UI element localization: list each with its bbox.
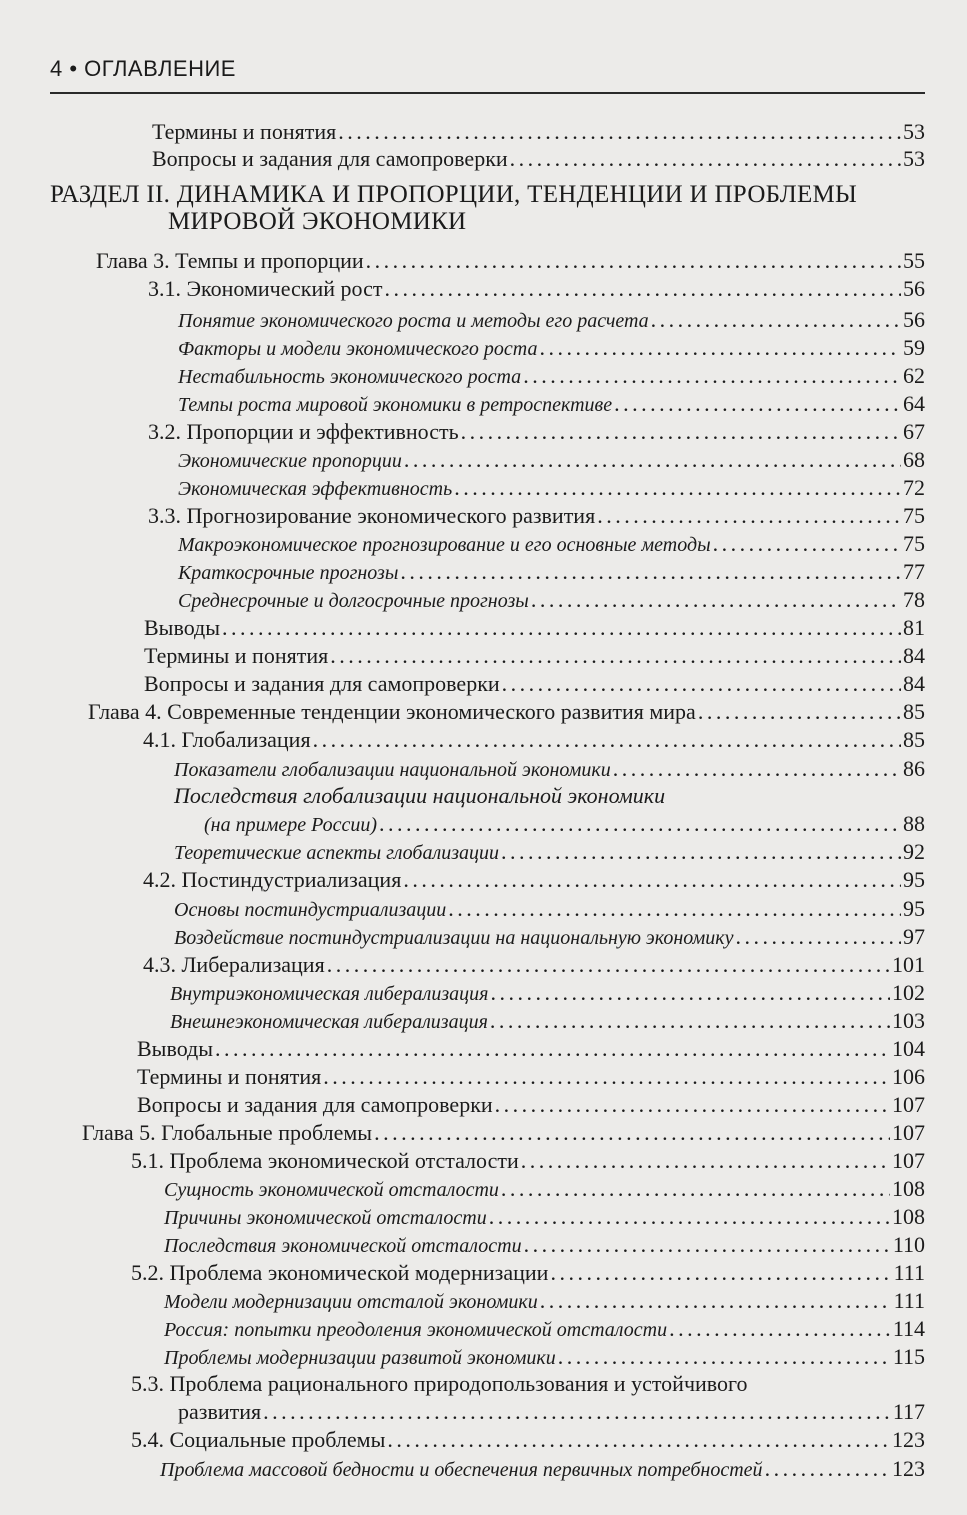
toc-entry[interactable] <box>137 1091 925 1119</box>
toc-entry-text: 4.3. Либерализация <box>143 952 325 977</box>
leader-dots <box>501 1175 890 1203</box>
toc-topic-line-1[interactable]: Последствия глобализации национальной экономики <box>174 783 666 808</box>
leader-dots <box>215 1035 890 1063</box>
toc-topic[interactable] <box>164 1287 925 1316</box>
toc-entry[interactable] <box>152 145 925 173</box>
toc-entry-page: 117 <box>892 1399 925 1424</box>
leader-dots <box>614 390 901 418</box>
toc-subsection[interactable] <box>178 1398 925 1426</box>
leader-dots <box>558 1343 891 1371</box>
toc-topic[interactable] <box>174 895 925 924</box>
toc-entry-page: 111 <box>893 1260 925 1285</box>
toc-entry-page: 75 <box>903 503 925 528</box>
leader-dots <box>313 726 901 754</box>
toc-entry-text: Вопросы и задания для самопроверки <box>137 1092 493 1117</box>
leader-dots <box>338 118 901 146</box>
toc-entry-page: 107 <box>892 1092 925 1117</box>
toc-entry-text: Краткосрочные прогнозы <box>178 562 399 584</box>
leader-dots <box>403 866 901 894</box>
toc-chapter[interactable] <box>88 698 925 726</box>
toc-topic[interactable] <box>178 586 925 615</box>
toc-entry-text: Внутриэкономическая либерализация <box>170 983 489 1005</box>
toc-topic[interactable] <box>178 530 925 559</box>
toc-entry-page: 67 <box>903 419 925 444</box>
toc-entry-text: Последствия экономической отсталости <box>164 1235 522 1257</box>
toc-topic[interactable] <box>164 1203 925 1232</box>
toc-entry-page: 77 <box>903 559 925 584</box>
toc-topic[interactable] <box>178 446 925 475</box>
toc-subsection[interactable] <box>148 418 925 446</box>
toc-entry-page: 102 <box>892 980 925 1005</box>
toc-entry-text: 5.2. Проблема экономической модернизации <box>131 1260 549 1285</box>
leader-dots <box>330 642 901 670</box>
leader-dots <box>454 474 901 502</box>
toc-topic[interactable] <box>174 923 925 952</box>
toc-entry-text: Термины и понятия <box>152 119 337 144</box>
toc-topic[interactable] <box>164 1175 925 1204</box>
leader-dots <box>540 1287 892 1315</box>
toc-topic[interactable] <box>174 755 925 784</box>
toc-entry-text: Макроэкономическое прогнозирование и его основные методы <box>178 534 711 556</box>
leader-dots <box>735 923 901 951</box>
toc-entry-text: Вопросы и задания для самопроверки <box>152 146 508 171</box>
toc-entry-text: Понятие экономического роста и методы его расчета <box>178 310 649 332</box>
toc-entry[interactable] <box>144 614 925 642</box>
toc-entry-page: 78 <box>903 587 925 612</box>
leader-dots <box>379 810 901 838</box>
toc-entry-text: Факторы и модели экономического роста <box>178 338 538 360</box>
toc-subsection[interactable] <box>131 1147 925 1175</box>
toc-topic[interactable] <box>164 1343 925 1372</box>
toc-entry-page: 55 <box>903 248 925 273</box>
leader-dots <box>495 1091 890 1119</box>
toc-entry-page: 123 <box>892 1456 925 1481</box>
toc-entry-text: Глава 4. Современные тенденции экономического развития мира <box>88 699 696 724</box>
leader-dots <box>400 558 901 586</box>
section-title-continued <box>50 207 967 237</box>
toc-topic[interactable] <box>164 1231 925 1260</box>
toc-entry-page: 95 <box>903 896 925 921</box>
toc-entry-page: 123 <box>892 1427 925 1452</box>
toc-entry-page: 95 <box>903 867 925 892</box>
toc-entry-page: 68 <box>903 447 925 472</box>
toc-entry-page: 59 <box>903 335 925 360</box>
toc-entry-text: Глава 5. Глобальные проблемы <box>82 1120 373 1145</box>
toc-subsection-line-1[interactable]: 5.3. Проблема рационального природопользования и устойчивого <box>131 1371 748 1396</box>
toc-entry-page: 110 <box>892 1232 925 1257</box>
toc-entry-page: 111 <box>893 1288 925 1313</box>
toc-entry-text: 3.1. Экономический рост <box>148 276 383 301</box>
header-label: 4 • ОГЛАВЛЕНИЕ <box>50 56 236 81</box>
toc-entry[interactable] <box>137 1063 925 1091</box>
toc-entry-text: 5.1. Проблема экономической отсталости <box>131 1148 519 1173</box>
toc-entry-page: 86 <box>903 756 925 781</box>
toc-entry-page: 108 <box>892 1204 925 1229</box>
toc-topic[interactable] <box>174 838 925 867</box>
toc-entry-text: Модели модернизации отсталой экономики <box>164 1291 538 1313</box>
toc-entry-text: Проблемы модернизации развитой экономики <box>164 1347 556 1369</box>
leader-dots <box>669 1315 891 1343</box>
section-title-line-2: МИРОВОЙ ЭКОНОМИКИ <box>168 208 467 235</box>
toc-entry-page: 101 <box>892 952 925 977</box>
leader-dots <box>539 334 901 362</box>
leader-dots <box>263 1398 891 1426</box>
toc-entry-text: Основы постиндустриализации <box>174 899 447 921</box>
toc-topic[interactable] <box>170 979 925 1008</box>
section-title <box>50 180 925 210</box>
toc-entry-page: 64 <box>903 391 925 416</box>
leader-dots <box>404 446 901 474</box>
toc-topic[interactable] <box>160 1455 925 1484</box>
toc-subsection[interactable] <box>143 726 925 754</box>
toc-entry-page: 62 <box>903 363 925 388</box>
toc-entry-text: Нестабильность экономического роста <box>178 366 522 388</box>
toc-entry-text: Среднесрочные и долгосрочные прогнозы <box>178 590 529 612</box>
toc-subsection[interactable] <box>143 951 925 979</box>
page-header <box>50 52 925 94</box>
toc-entry-page: 56 <box>903 276 925 301</box>
toc-entry-page: 103 <box>892 1008 925 1033</box>
toc-entry-text: Экономическая эффективность <box>178 478 453 500</box>
leader-dots <box>490 1007 890 1035</box>
toc-subsection[interactable] <box>131 1426 925 1454</box>
toc-entry[interactable] <box>152 118 925 146</box>
toc-entry-page: 107 <box>892 1120 925 1145</box>
leader-dots <box>502 670 901 698</box>
leader-dots <box>384 275 901 303</box>
toc-entry-page: 75 <box>903 531 925 556</box>
toc-entry-text: Проблема массовой бедности и обеспечения первичных потребностей <box>160 1459 763 1481</box>
toc-entry[interactable] <box>144 670 925 698</box>
toc-entry-page: 56 <box>903 307 925 332</box>
toc-entry-page: 88 <box>903 811 925 836</box>
leader-dots <box>765 1455 890 1483</box>
toc-entry-text: 4.1. Глобализация <box>143 727 311 752</box>
toc-topic[interactable] <box>178 362 925 391</box>
toc-subsection[interactable] <box>148 502 925 530</box>
toc-topic[interactable] <box>178 334 925 363</box>
toc-entry-text: 5.4. Социальные проблемы <box>131 1427 386 1452</box>
toc-entry-page: 53 <box>903 146 925 171</box>
toc-entry-text: Выводы <box>144 615 221 640</box>
toc-topic[interactable] <box>170 1007 925 1036</box>
toc-entry-page: 81 <box>903 615 925 640</box>
leader-dots <box>510 145 901 173</box>
toc-entry-text: развития <box>178 1399 262 1424</box>
toc-chapter[interactable] <box>96 247 925 275</box>
toc-topic[interactable] <box>178 390 925 419</box>
toc-entry-text: Россия: попытки преодоления экономической отсталости <box>164 1319 668 1341</box>
toc-entry-page: 115 <box>892 1344 925 1369</box>
toc-entry-page: 85 <box>903 699 925 724</box>
toc-entry-page: 85 <box>903 727 925 752</box>
toc-entry-page: 97 <box>903 924 925 949</box>
leader-dots <box>523 362 901 390</box>
leader-dots <box>651 306 901 334</box>
section-title-line-1: РАЗДЕЛ II. ДИНАМИКА И ПРОПОРЦИИ, ТЕНДЕНЦИИ И ПРОБЛЕМЫ <box>50 181 858 208</box>
toc-entry-page: 84 <box>903 671 925 696</box>
toc-chapter[interactable] <box>82 1119 925 1147</box>
toc-entry-page: 92 <box>903 839 925 864</box>
toc-entry-text: 3.3. Прогнозирование экономического развития <box>148 503 596 528</box>
toc-subsection[interactable] <box>131 1259 925 1287</box>
leader-dots <box>501 838 901 866</box>
toc-entry-text: Термины и понятия <box>144 643 329 668</box>
toc-entry-text: Термины и понятия <box>137 1064 322 1089</box>
toc-entry-page: 114 <box>892 1316 925 1341</box>
toc-topic[interactable] <box>204 810 925 839</box>
toc-subsection[interactable] <box>143 866 925 894</box>
leader-dots <box>490 979 890 1007</box>
toc-entry-page: 106 <box>892 1064 925 1089</box>
leader-dots <box>713 530 901 558</box>
leader-dots <box>698 698 901 726</box>
toc-entry-text: Глава 3. Темпы и пропорции <box>96 248 364 273</box>
toc-topic[interactable] <box>178 306 925 335</box>
toc-entry-page: 107 <box>892 1148 925 1173</box>
toc-entry-text: Вопросы и задания для самопроверки <box>144 671 500 696</box>
leader-dots <box>489 1203 890 1231</box>
leader-dots <box>521 1147 890 1175</box>
toc-topic[interactable] <box>178 558 925 587</box>
toc-entry-page: 72 <box>903 475 925 500</box>
toc-subsection[interactable] <box>148 275 925 303</box>
leader-dots <box>531 586 901 614</box>
leader-dots <box>461 418 901 446</box>
leader-dots <box>524 1231 891 1259</box>
toc-entry-page: 53 <box>903 119 925 144</box>
leader-dots <box>327 951 890 979</box>
leader-dots <box>374 1119 890 1147</box>
leader-dots <box>323 1063 890 1091</box>
toc-entry-page: 84 <box>903 643 925 668</box>
toc-entry-text: 3.2. Пропорции и эффективность <box>148 419 459 444</box>
toc-entry-text: 4.2. Постиндустриализация <box>143 867 402 892</box>
toc-entry[interactable] <box>144 642 925 670</box>
toc-topic[interactable] <box>164 1315 925 1344</box>
toc-entry-text: Выводы <box>137 1036 214 1061</box>
toc-entry-text: (на примере России) <box>204 814 378 836</box>
toc-entry-text: Причины экономической отсталости <box>164 1207 487 1229</box>
leader-dots <box>448 895 901 923</box>
toc-entry-text: Сущность экономической отсталости <box>164 1179 499 1201</box>
leader-dots <box>366 247 901 275</box>
toc-entry-text: Экономические пропорции <box>178 450 402 472</box>
toc-entry-text: Показатели глобализации национальной экономики <box>174 759 611 781</box>
leader-dots <box>222 614 901 642</box>
toc-entry-text: Воздействие постиндустриализации на национальную экономику <box>174 927 734 949</box>
leader-dots <box>597 502 901 530</box>
leader-dots <box>387 1426 890 1454</box>
leader-dots <box>550 1259 891 1287</box>
toc-entry-text: Темпы роста мировой экономики в ретроспективе <box>178 394 613 416</box>
leader-dots <box>613 755 901 783</box>
toc-entry[interactable] <box>137 1035 925 1063</box>
toc-entry-text: Теоретические аспекты глобализации <box>174 842 499 864</box>
toc-entry-page: 108 <box>892 1176 925 1201</box>
toc-topic[interactable] <box>178 474 925 503</box>
toc-entry-page: 104 <box>892 1036 925 1061</box>
toc-entry-text: Внешнеэкономическая либерализация <box>170 1011 488 1033</box>
